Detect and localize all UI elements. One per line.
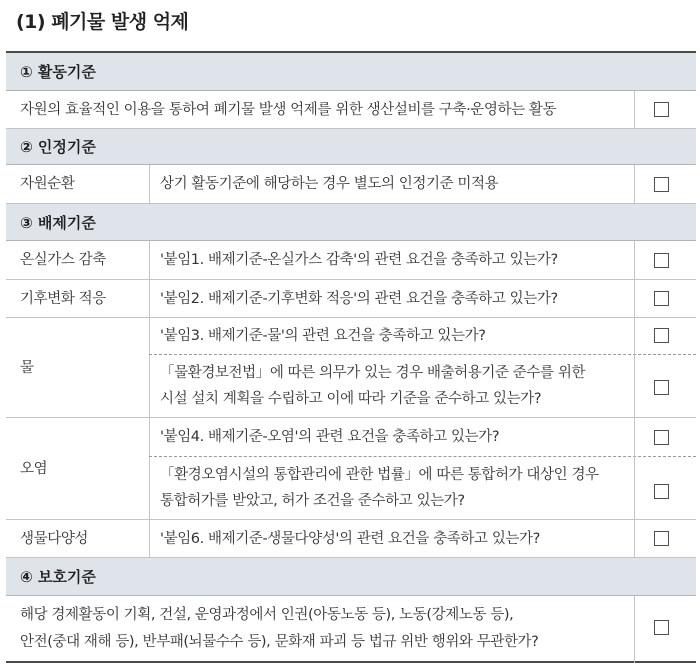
activity-row [6, 91, 696, 129]
exclusion-biodiversity-row [6, 520, 696, 558]
ghg-text: '붙임1. 배제기준-온실가스 감축'의 관련 요건을 충족하고 있는가? [160, 252, 558, 268]
column-divider [149, 241, 150, 280]
certification-checkbox[interactable] [654, 177, 669, 192]
column-divider [149, 280, 150, 318]
row-separator [149, 456, 696, 457]
exclusion-ghg-row [6, 241, 696, 280]
pollution-label: 오염 [20, 460, 48, 477]
pollution-question-1: '붙임4. 배제기준-오염'의 관련 요건을 충족하고 있는가? [160, 429, 500, 445]
activity-text: 자원의 효율적인 이용을 통하여 폐기물 발생 억제를 위한 생산설비를 구축·운영하는 활동 [20, 101, 557, 118]
column-divider [634, 165, 635, 204]
water-label: 물 [20, 359, 34, 376]
column-divider [149, 418, 150, 520]
column-divider [149, 520, 150, 558]
column-divider [634, 280, 635, 318]
column-divider [634, 520, 635, 558]
climate-text: '붙임2. 배제기준-기후변화 적응'의 관련 요건을 충족하고 있는가? [160, 290, 558, 307]
water-question-2-line-2: 시설 설치 계획을 수립하고 이에 따라 기준을 준수하고 있는가? [160, 391, 542, 407]
ghg-label: 온실가스 감축 [20, 252, 106, 268]
protection-text-line-2: 안전(중대 재해 등), 반부패(뇌물수수 등), 문화재 파괴 등 법규 위반 행위와 무관한가? [20, 634, 539, 650]
column-divider [634, 318, 635, 418]
section-header-label: ③ 배제기준 [20, 213, 96, 232]
pollution-checkbox-2[interactable] [654, 484, 669, 499]
column-divider [149, 318, 150, 418]
climate-label: 기후변화 적응 [20, 290, 106, 307]
column-divider [634, 91, 635, 129]
section-header-label: ④ 보호기준 [20, 568, 96, 586]
biodiversity-label: 생물다양성 [20, 530, 89, 547]
protection-checkbox[interactable] [654, 620, 669, 635]
certification-text: 상기 활동기준에 해당하는 경우 별도의 인정기준 미적용 [160, 176, 499, 192]
water-checkbox-1[interactable] [654, 328, 669, 343]
exclusion-pollution-row [6, 418, 696, 520]
pollution-checkbox-1[interactable] [654, 430, 669, 445]
column-divider [634, 596, 635, 663]
protection-text-line-1: 해당 경제활동이 기획, 건설, 운영과정에서 인권(아동노동 등), 노동(강제노동 등), [20, 607, 514, 623]
exclusion-water-row [6, 318, 696, 418]
water-checkbox-2[interactable] [654, 380, 669, 395]
row-separator [149, 354, 696, 355]
column-divider [149, 165, 150, 204]
section-header-certification [6, 129, 696, 165]
pollution-question-2-line-2: 통합허가를 받았고, 허가 조건을 준수하고 있는가? [160, 493, 465, 509]
exclusion-climate-row [6, 280, 696, 318]
activity-checkbox[interactable] [654, 102, 669, 117]
section-header-protection [6, 558, 696, 596]
column-divider [634, 241, 635, 280]
water-question-1: '붙임3. 배제기준-물'의 관련 요건을 충족하고 있는가? [160, 328, 486, 344]
biodiversity-checkbox[interactable] [654, 531, 669, 546]
ghg-checkbox[interactable] [654, 253, 669, 268]
biodiversity-text: '붙임6. 배제기준-생물다양성'의 관련 요건을 충족하고 있는가? [160, 530, 540, 547]
pollution-question-2-line-1: 「환경오염시설의 통합관리에 관한 법률」에 따른 통합허가 대상인 경우 [160, 467, 599, 483]
water-question-2-line-1: 「물환경보전법」에 따른 의무가 있는 경우 배출허용기준 준수를 위한 [160, 365, 586, 381]
column-divider [634, 418, 635, 520]
certification-row [6, 165, 696, 204]
section-header-activity [6, 53, 696, 91]
section-header-label: ② 인정기준 [20, 138, 96, 156]
checklist-table [6, 51, 696, 663]
climate-checkbox[interactable] [654, 291, 669, 306]
section-header-exclusion [6, 204, 696, 241]
protection-row [6, 596, 696, 663]
page-title: (1) 폐기물 발생 억제 [16, 11, 189, 33]
section-header-label: ① 활동기준 [20, 63, 96, 81]
certification-label: 자원순환 [20, 176, 75, 192]
